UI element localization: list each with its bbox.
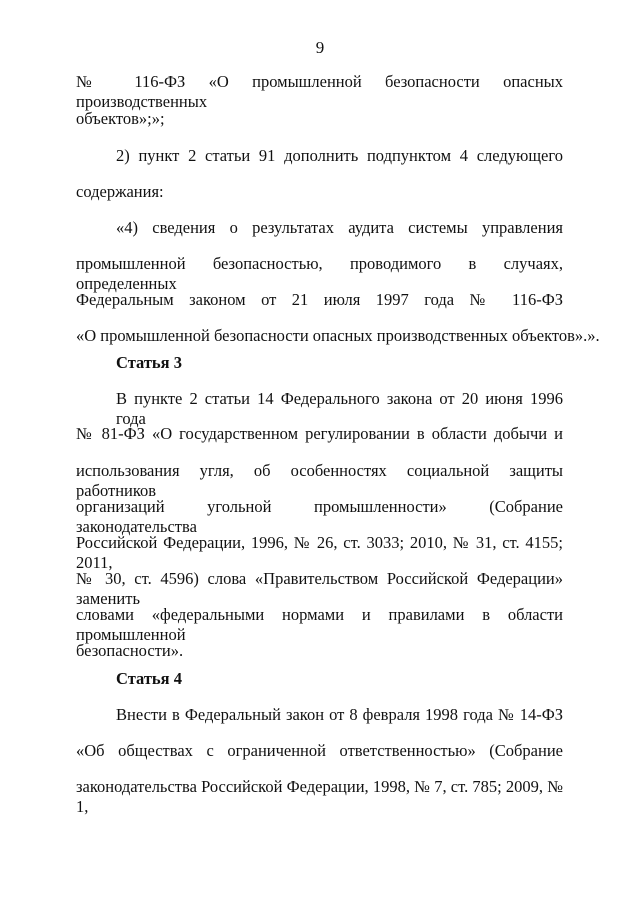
text-line: № 30, ст. 4596) слова «Правительством Российской Федерации» заменить <box>76 569 563 608</box>
text-line: объектов»;»; <box>76 109 165 128</box>
text-line: Российской Федерации, 1996, № 26, ст. 3033; 2010, № 31, ст. 4155; 2011, <box>76 533 563 572</box>
article-heading-3: Статья 3 <box>116 353 182 372</box>
text-line: использования угля, об особенностях социальной защиты работников <box>76 461 563 500</box>
text-line: законодательства Российской Федерации, 1998, № 7, ст. 785; 2009, № 1, <box>76 777 563 816</box>
text-line: В пункте 2 статьи 14 Федерального закона от 20 июня 1996 года <box>116 389 563 428</box>
text-line: промышленной безопасностью, проводимого в случаях, определенных <box>76 254 563 293</box>
text-line: содержания: <box>76 182 164 201</box>
text-line: «О промышленной безопасности опасных производственных объектов».». <box>76 326 600 345</box>
page-number: 9 <box>315 38 325 57</box>
text-line: словами «федеральными нормами и правилами в области промышленной <box>76 605 563 644</box>
text-line: 2) пункт 2 статьи 91 дополнить подпунктом 4 следующего <box>116 146 563 165</box>
text-line: организаций угольной промышленности» (Собрание законодательства <box>76 497 563 536</box>
text-line: № 116-ФЗ «О промышленной безопасности опасных производственных <box>76 72 563 111</box>
text-line: «4) сведения о результатах аудита системы управления <box>116 218 563 237</box>
article-heading-4: Статья 4 <box>116 669 182 688</box>
text-line: безопасности». <box>76 641 184 660</box>
text-line: «Об обществах с ограниченной ответственностью» (Собрание <box>76 741 563 760</box>
text-line: Внести в Федеральный закон от 8 февраля 1998 года № 14-ФЗ <box>116 705 563 724</box>
text-line: Федеральным законом от 21 июля 1997 года № 116-ФЗ <box>76 290 563 309</box>
text-line: № 81-ФЗ «О государственном регулировании в области добычи и <box>76 424 563 443</box>
